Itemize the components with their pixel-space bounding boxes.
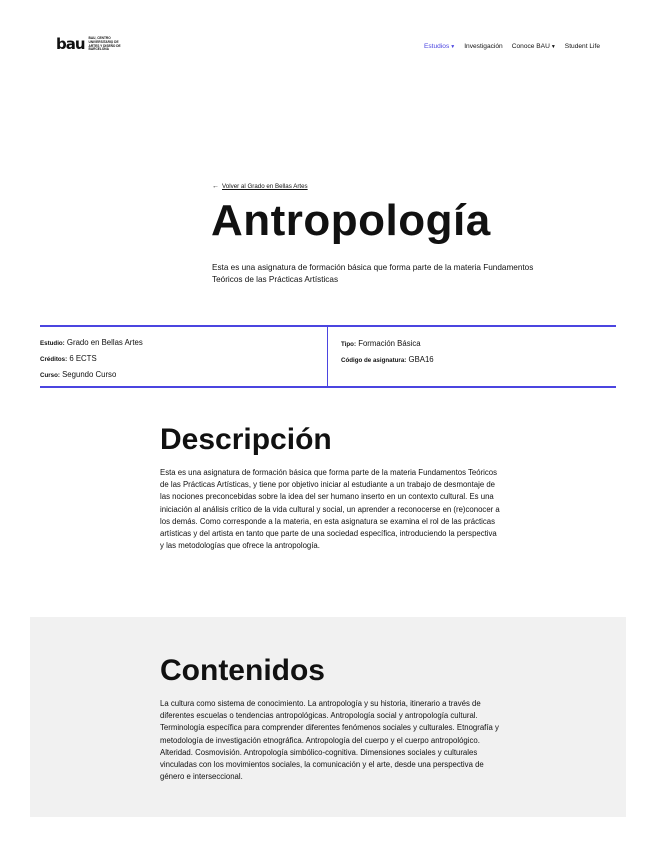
descripcion-heading: Descripción bbox=[160, 423, 332, 456]
lead-text: Esta es una asignatura de formación básica que forma parte de la materia Fundamentos Teóricos de las Prácticas Artísticas bbox=[212, 263, 534, 284]
meta-label: Créditos: bbox=[40, 356, 68, 363]
meta-label: Código de asignatura: bbox=[341, 357, 407, 364]
nav-item-conoce-bau[interactable] bbox=[512, 43, 556, 50]
meta-value: 6 ECTS bbox=[69, 354, 97, 363]
meta-value: Formación Básica bbox=[358, 339, 421, 348]
meta-value: GBA16 bbox=[408, 355, 434, 364]
meta-right-column bbox=[341, 336, 434, 368]
caret-down-icon: ▼ bbox=[550, 44, 556, 50]
meta-label: Curso: bbox=[40, 372, 60, 379]
meta-value: Grado en Bellas Artes bbox=[66, 338, 143, 347]
bau-logo[interactable] bbox=[56, 37, 129, 52]
descripcion-text: Esta es una asignatura de formación básica que forma parte de la materia Fundamentos Teóricos de las Prácticas Artísticas, y tiene por objetivo iniciar al estudiante a un trabajo de desmontaje de las nociones preconcebidas sobre la idea del ser humano inserto en un contexto cultural. Es una iniciación al análisis crítico de la vida cultural y social, un aprender a reconocerse en (re)conocer a los demás. Como corresponde a la materia, en esta asignatura se examina el rol de las prácticas artísticas y del artista en tanto que parte de una sociedad específica, introduciendo la perspectiva y las metodologías que ofrece la antropología. bbox=[160, 468, 500, 551]
page-title: Antropología bbox=[211, 196, 491, 245]
nav-item-investigacion[interactable] bbox=[464, 43, 503, 50]
meta-label: Estudio: bbox=[40, 340, 65, 347]
main-nav bbox=[424, 43, 600, 50]
meta-row-tipo bbox=[341, 336, 434, 352]
nav-item-student-life[interactable] bbox=[565, 43, 600, 50]
nav-label: Conoce BAU bbox=[511, 43, 550, 50]
meta-value: Segundo Curso bbox=[62, 370, 117, 379]
nav-item-estudios[interactable] bbox=[424, 43, 455, 50]
nav-label: Student Life bbox=[564, 43, 600, 50]
meta-divider bbox=[327, 327, 328, 386]
nav-label: Estudios bbox=[423, 43, 450, 50]
back-link[interactable]: Volver al Grado en Bellas Artes bbox=[222, 183, 308, 190]
meta-left-column bbox=[40, 335, 143, 383]
meta-row-estudio bbox=[40, 335, 143, 351]
caret-down-icon: ▼ bbox=[450, 44, 456, 50]
course-meta-panel bbox=[40, 325, 616, 388]
logo-mark: bau bbox=[56, 35, 85, 53]
meta-row-codigo bbox=[341, 352, 434, 368]
nav-label: Investigación bbox=[464, 43, 503, 50]
meta-label: Tipo: bbox=[341, 341, 357, 348]
meta-row-curso bbox=[40, 367, 143, 383]
back-link-container bbox=[212, 183, 308, 190]
meta-row-creditos bbox=[40, 351, 143, 367]
contenidos-heading: Contenidos bbox=[160, 654, 325, 687]
contenidos-text: La cultura como sistema de conocimiento. La antropología y su historia, itinerario a través de diferentes escuelas o tendencias antropológicas. Antropología social y antropología cultural. Terminología específica para comprender diferentes fenómenos sociales y culturales. Etnografía y metodología de investigación etnográfica. Antropología del cuerpo y el cuerpo antropológico. Alteridad. Cosmovisión. Antropología simbólico-cognitiva. Dimensiones sociales y culturales vinculadas con los movimientos sociales, la comunicación y el arte, desde una perspectiva de género e interseccional. bbox=[160, 699, 499, 782]
arrow-left-icon: ← bbox=[212, 183, 219, 190]
top-navigation-bar bbox=[0, 0, 655, 90]
logo-text: BAU, CENTRO UNIVERSITARIO DE ARTES Y DISEÑO DE BARCELONA bbox=[88, 36, 121, 52]
